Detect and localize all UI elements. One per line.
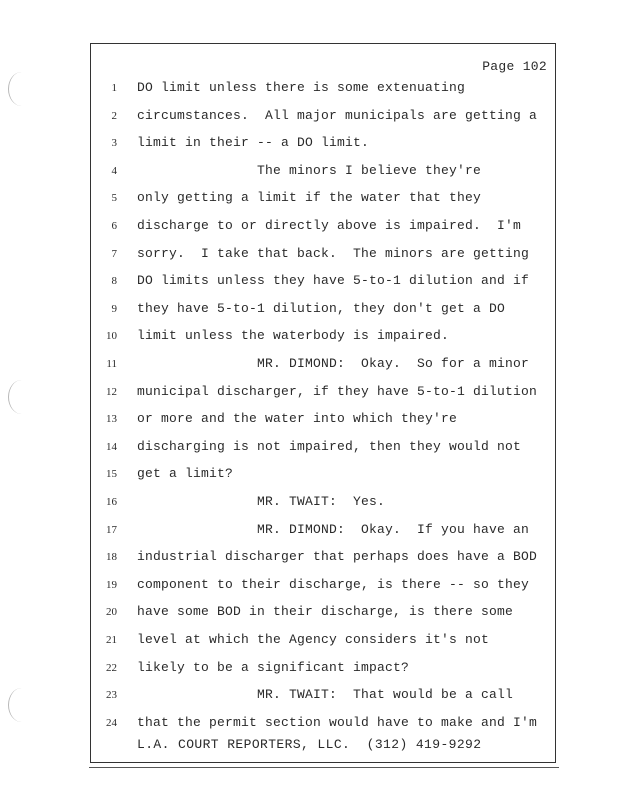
line-text: circumstances. All major municipals are getting a [137,107,538,123]
line-number: 11 [106,358,117,370]
line-text: have some BOD in their discharge, is there some [137,604,514,620]
line-text: they have 5-to-1 dilution, they don't get a DO [137,300,506,316]
line-number: 13 [106,413,117,426]
line-number: 2 [111,109,117,122]
transcript-line [91,549,553,569]
line-number: 9 [111,302,117,315]
transcript-line [91,218,553,238]
line-text: DO limits unless they have 5-to-1 dilution and if [137,273,530,289]
line-text: discharge to or directly above is impaired. I'm [137,218,522,233]
line-text: The minors I believe they're [257,162,482,178]
line-number: 8 [111,275,117,288]
transcript-line [91,246,553,266]
page-number: Page 102 [482,59,547,74]
binder-hole-middle [8,380,35,414]
line-number: 22 [106,661,117,674]
line-number: 10 [106,330,117,343]
transcript-line [91,328,553,348]
transcript-line [91,135,553,155]
transcript-line [91,108,553,128]
transcript-line [91,604,553,624]
transcript-page [90,43,556,763]
binder-hole-bottom [8,688,35,722]
line-number: 4 [111,164,117,177]
transcript-line [91,190,553,210]
line-text: only getting a limit if the water that they [137,190,482,206]
line-text: sorry. I take that back. The minors are getting [137,245,530,261]
transcript-line [91,356,553,376]
line-text: MR. DIMOND: Okay. If you have an [257,521,530,537]
court-reporter-footer: L.A. COURT REPORTERS, LLC. (312) 419-9292 [137,737,482,752]
line-number: 21 [106,634,117,646]
transcript-line [91,660,553,680]
line-number: 7 [111,247,117,260]
line-number: 16 [106,496,117,508]
line-number: 18 [106,551,117,564]
line-number: 20 [106,606,117,619]
line-text: likely to be a significant impact? [137,659,410,675]
transcript-line [91,494,553,514]
line-number: 12 [106,385,117,398]
line-text: industrial discharger that perhaps does have a BOD [137,549,538,565]
transcript-line [91,577,553,597]
line-text: that the permit section would have to make and I'm [137,714,538,730]
line-number: 19 [106,578,117,591]
line-number: 17 [106,523,117,536]
transcript-line [91,384,553,404]
transcript-line [91,163,553,183]
transcript-line [91,522,553,542]
line-number: 24 [106,716,117,729]
line-number: 15 [106,468,117,481]
transcript-line [91,715,553,735]
transcript-line [91,80,553,100]
transcript-line [91,411,553,431]
line-text: limit in their -- a DO limit. [137,135,370,151]
line-text: discharging is not impaired, then they would not [137,438,522,454]
transcript-line [91,687,553,707]
line-text: municipal discharger, if they have 5-to-1 dilution [137,383,538,399]
transcript-line [91,301,553,321]
line-text: level at which the Agency considers it's not [137,632,490,647]
line-number: 5 [111,192,117,205]
line-number: 1 [111,82,117,94]
line-text: limit unless the waterbody is impaired. [137,328,450,344]
line-text: component to their discharge, is there -- so they [137,576,530,592]
transcript-line [91,466,553,486]
transcript-line [91,632,553,652]
binder-hole-top [8,72,35,106]
line-number: 6 [111,220,117,232]
transcript-line [91,439,553,459]
line-number: 23 [106,689,117,702]
line-text: DO limit unless there is some extenuating [137,80,466,95]
line-text: get a limit? [137,466,234,482]
transcript-line [91,273,553,293]
line-text: or more and the water into which they're [137,411,458,427]
line-text: MR. TWAIT: Yes. [257,494,386,509]
line-number: 3 [111,137,117,150]
line-number: 14 [106,440,117,453]
line-text: MR. TWAIT: That would be a call [257,687,514,703]
line-text: MR. DIMOND: Okay. So for a minor [257,356,530,371]
